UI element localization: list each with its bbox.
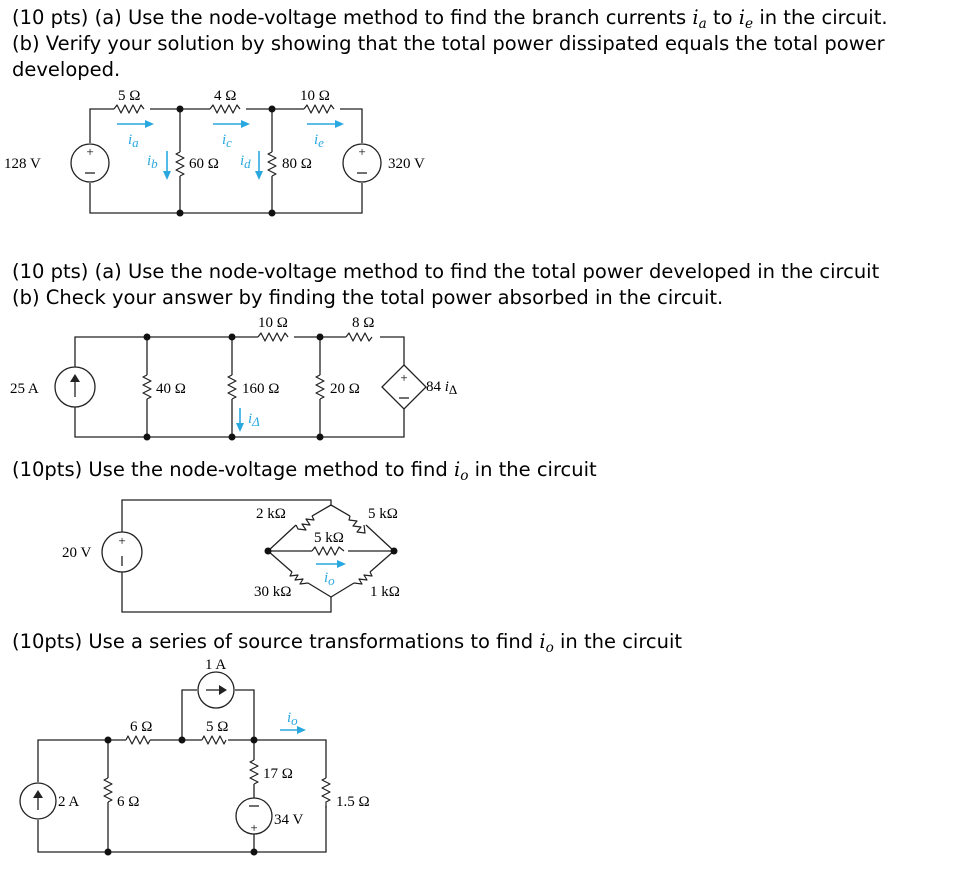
plus-sign: +: [86, 144, 94, 159]
label-current-idelta: iΔ: [248, 411, 260, 429]
resistor-160ohm: [228, 375, 236, 399]
label-20v: 20 V: [62, 545, 92, 561]
label-1.5ohm: 1.5 Ω: [336, 794, 370, 810]
resistor-2kohm: [296, 516, 314, 530]
problem1-line3: developed.: [12, 58, 121, 81]
problem2-line2: (b) Check your answer by finding the total power absorbed in the circuit.: [12, 286, 724, 309]
label-6ohm-left: 6 Ω: [117, 794, 140, 810]
label-4ohm: 4 Ω: [214, 88, 237, 104]
resistor-40ohm: [143, 375, 151, 399]
label-current-id: id: [240, 153, 251, 171]
circuit2: [10, 315, 457, 441]
label-25a: 25 A: [10, 381, 39, 397]
plus-sign: +: [400, 370, 408, 385]
resistor-1.5ohm: [322, 778, 330, 808]
label-5kohm-upper: 5 kΩ: [368, 506, 398, 522]
label-5ohm: 5 Ω: [118, 88, 141, 104]
resistor-17ohm: [250, 760, 258, 784]
label-current-ie: ie: [314, 132, 324, 150]
label-current-ib: ib: [147, 153, 158, 171]
label-current-io: io: [324, 570, 335, 588]
label-8ohm: 8 Ω: [352, 315, 375, 331]
label-80ohm: 80 Ω: [282, 156, 312, 172]
resistor-30kohm: [290, 572, 308, 584]
resistor-5kohm-middle: [312, 547, 344, 555]
resistor-5kohm-upper: [349, 516, 365, 533]
label-10ohm: 10 Ω: [258, 315, 288, 331]
plus-sign: +: [250, 820, 258, 835]
label-30kohm: 30 kΩ: [254, 584, 292, 600]
resistor-4ohm: [210, 105, 240, 113]
problem3-text: (10pts) Use the node-voltage method to find $i_o$ in the circuit: [12, 458, 597, 485]
label-current-ic: ic: [222, 132, 232, 150]
circuit4: [20, 657, 370, 856]
resistor-80ohm: [268, 152, 276, 176]
label-6ohm-top: 6 Ω: [130, 719, 153, 735]
resistor-10ohm: [304, 105, 334, 113]
label-1a: 1 A: [205, 657, 227, 673]
label-dependent-source: 84 iΔ: [426, 379, 458, 397]
label-current-ia: ia: [128, 132, 139, 150]
label-160ohm: 160 Ω: [242, 381, 280, 397]
label-20ohm: 20 Ω: [330, 381, 360, 397]
circuit1: [4, 88, 425, 217]
resistor-5ohm: [202, 736, 226, 744]
plus-sign: +: [358, 144, 366, 159]
plus-sign: +: [118, 533, 126, 548]
label-10ohm: 10 Ω: [300, 88, 330, 104]
circuit3: [62, 500, 400, 612]
label-2a: 2 A: [58, 794, 80, 810]
resistor-10ohm: [258, 333, 288, 341]
label-60ohm: 60 Ω: [189, 156, 219, 172]
resistor-6ohm-left: [104, 778, 112, 802]
problem2-line1: (10 pts) (a) Use the node-voltage method to find the total power developed in the circuit: [12, 260, 880, 283]
problem1-line1: (10 pts) (a) Use the node-voltage method to find the branch currents $i_a$ to $i_e$ in the circuit.: [12, 6, 888, 33]
resistor-5ohm: [114, 105, 144, 113]
problem4-text: (10pts) Use a series of source transformations to find $i_o$ in the circuit: [12, 630, 683, 657]
label-5ohm: 5 Ω: [206, 719, 229, 735]
resistor-8ohm: [346, 333, 372, 341]
label-128v: 128 V: [4, 156, 41, 172]
label-320v: 320 V: [388, 156, 425, 172]
resistor-1kohm: [354, 572, 372, 584]
label-1kohm: 1 kΩ: [370, 584, 400, 600]
label-40ohm: 40 Ω: [156, 381, 186, 397]
resistor-20ohm: [316, 375, 324, 399]
label-current-io: io: [287, 710, 298, 728]
label-34v: 34 V: [274, 812, 304, 828]
label-5kohm-middle: 5 kΩ: [314, 530, 344, 546]
label-2kohm: 2 kΩ: [256, 506, 286, 522]
resistor-6ohm-top: [126, 736, 150, 744]
problem1-line2: (b) Verify your solution by showing that the total power dissipated equals the total power: [12, 32, 885, 55]
label-17ohm: 17 Ω: [263, 766, 293, 782]
resistor-60ohm: [176, 152, 184, 176]
